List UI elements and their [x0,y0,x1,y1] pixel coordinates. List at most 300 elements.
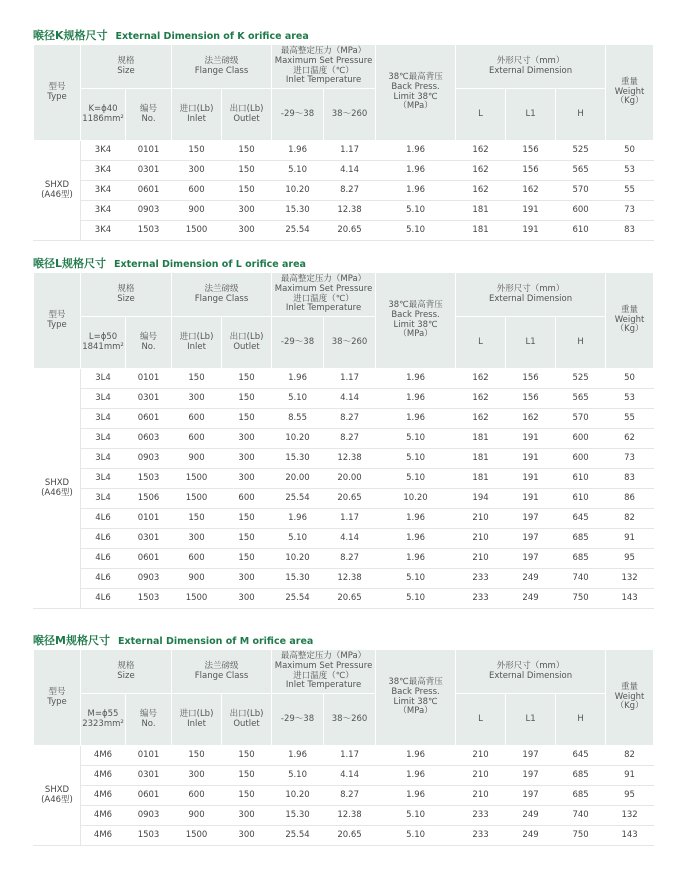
table-row [34,181,654,201]
table-row [34,409,654,429]
table-cell: 0903 [126,569,172,589]
table-cell: 300 [222,429,272,449]
table-cell: 233 [456,569,506,589]
code-header-en: No. [141,341,156,352]
table-cell: 1.96 [272,509,324,529]
table-cell: 4L6 [81,589,126,609]
l-header: L [478,713,483,724]
table-cell: 600 [222,489,272,509]
weight-header-en: Weight [614,314,645,325]
back-header-limit: Limit 38℃ [393,696,438,707]
l1-header: L1 [525,713,536,724]
temp-high-header: 38～260 [331,336,368,347]
table-cell: 150 [172,509,222,529]
table-cell: 20.00 [272,469,324,489]
table-cell: 5.10 [376,589,456,609]
table-cell: 3K4 [81,221,126,241]
table-cell: 162 [456,161,506,181]
table-cell: 740 [556,806,606,826]
table-cell: 156 [506,161,556,181]
table-cell: 15.30 [272,449,324,469]
table-cell: 3K4 [81,141,126,161]
col-dimension [456,273,606,317]
table-cell: 525 [556,141,606,161]
table-row [34,549,654,569]
col-inlet [172,694,222,746]
table-cell: 12.38 [324,806,376,826]
pressure-header-cn: 最高整定压力（MPa） [280,45,367,56]
table-cell: 3L4 [81,469,126,489]
col-weight [606,650,654,746]
table-cell: 610 [556,221,606,241]
col-back-pressure [376,273,456,369]
table-cell: 73 [606,201,654,221]
table-cell: 20.65 [324,489,376,509]
table-cell: 1.17 [324,141,376,161]
table-cell: 162 [456,409,506,429]
col-code [126,317,172,369]
table-cell: 210 [456,549,506,569]
table-cell: 210 [456,766,506,786]
code-header-cn: 编号 [140,708,158,719]
col-outlet [222,694,272,746]
temp-header-en: Inlet Temperature [285,75,362,86]
section-l [33,256,653,609]
col-weight [606,273,654,369]
table-cell: 5.10 [376,449,456,469]
table-cell: 162 [506,409,556,429]
table-cell: 191 [506,429,556,449]
table-cell: 132 [606,569,654,589]
weight-header-unit: （Kg） [615,701,644,712]
col-weight [606,45,654,141]
section-title-cn: 喉径K规格尺寸 [33,29,108,42]
table-cell: 197 [506,549,556,569]
inlet-header-cn: 进口(Lb) [179,708,214,719]
size-value [81,89,126,141]
table-cell: 8.27 [324,181,376,201]
table-cell: 181 [456,469,506,489]
table-row [34,786,654,806]
flange-header-en: Flange Class [194,293,249,304]
table-cell: 197 [506,746,556,766]
table-cell: 150 [222,389,272,409]
section-title-en: External Dimension of M orifice area [117,636,314,647]
table-cell: 181 [456,221,506,241]
table-cell: 3L4 [81,489,126,509]
table-cell: 233 [456,826,506,846]
table-cell: 0301 [126,161,172,181]
col-l [456,317,506,369]
table-cell: 565 [556,389,606,409]
col-flange [172,273,272,317]
table-cell: 143 [606,589,654,609]
table-cell: 25.54 [272,589,324,609]
pressure-header-en: Maximum Set Pressure [274,660,373,671]
table-cell: 5.10 [376,826,456,846]
weight-header-cn: 重量 [621,76,639,87]
col-l1 [506,694,556,746]
table-cell: 162 [456,181,506,201]
table-cell: 53 [606,161,654,181]
table-cell: 3K4 [81,161,126,181]
dimension-table-l [33,272,654,609]
table-cell: 3K4 [81,201,126,221]
table-cell: 55 [606,409,654,429]
table-cell: 570 [556,181,606,201]
table-cell: 1.96 [376,161,456,181]
col-outlet [222,317,272,369]
table-cell: 53 [606,389,654,409]
table-cell: 4.14 [324,766,376,786]
col-size [81,650,172,694]
flange-header-cn: 法兰磅级 [204,55,239,66]
table-cell: 4.14 [324,389,376,409]
col-flange [172,650,272,694]
section-title-en: External Dimension of L orifice area [114,259,306,270]
table-cell: 5.10 [376,221,456,241]
table-cell: 150 [222,746,272,766]
table-cell: 150 [222,161,272,181]
back-header-en: Back Press. [391,686,440,697]
table-cell: 233 [456,589,506,609]
table-cell: 0603 [126,429,172,449]
outlet-header-en: Outlet [233,113,260,124]
table-cell: 300 [222,449,272,469]
table-cell: 150 [222,786,272,806]
table-row [34,746,654,766]
model-name: SHXD [44,179,70,190]
col-temp-high [324,694,376,746]
table-cell: 1.96 [376,746,456,766]
model-cell [34,369,81,609]
table-cell: 0301 [126,389,172,409]
back-header-unit: （MPa） [398,329,433,340]
table-cell: 4L6 [81,549,126,569]
table-cell: 4.14 [324,161,376,181]
temp-low-header: -29～38 [280,336,315,347]
table-row [34,221,654,241]
back-header-en: Back Press. [391,309,440,320]
size-header-en: Size [117,670,135,681]
table-cell: 1.17 [324,369,376,389]
table-cell: 645 [556,746,606,766]
table-cell: 55 [606,181,654,201]
table-cell: 8.27 [324,786,376,806]
table-cell: 685 [556,529,606,549]
table-cell: 1.96 [376,766,456,786]
table-cell: 600 [556,429,606,449]
weight-header-en: Weight [614,691,645,702]
table-cell: 1500 [172,489,222,509]
table-cell: 0903 [126,449,172,469]
table-cell: 162 [456,389,506,409]
table-cell: 4M6 [81,806,126,826]
table-cell: 143 [606,826,654,846]
col-model [34,45,81,141]
table-cell: 0301 [126,766,172,786]
table-cell: 12.38 [324,569,376,589]
table-cell: 150 [222,141,272,161]
back-header-cn: 38℃最高背压 [388,71,443,82]
table-row [34,201,654,221]
table-cell: 197 [506,529,556,549]
model-header-cn: 型号 [48,309,66,320]
model-header-cn: 型号 [48,81,66,92]
col-dimension [456,45,606,89]
table-cell: 181 [456,449,506,469]
temp-low-header: -29～38 [280,108,315,119]
table-cell: 10.20 [272,181,324,201]
col-pressure [272,45,376,89]
table-row [34,369,654,389]
table-cell: 600 [556,201,606,221]
col-pressure [272,650,376,694]
table-cell: 600 [172,549,222,569]
table-cell: 300 [222,569,272,589]
back-header-cn: 38℃最高背压 [388,299,443,310]
table-cell: 25.54 [272,826,324,846]
table-row [34,389,654,409]
temp-high-header: 38～260 [331,713,368,724]
outlet-header-en: Outlet [233,341,260,352]
table-cell: 132 [606,806,654,826]
table-cell: 1.96 [376,369,456,389]
table-cell: 4M6 [81,766,126,786]
table-cell: 5.10 [376,569,456,589]
table-cell: 1.96 [376,141,456,161]
col-outlet [222,89,272,141]
col-l1 [506,317,556,369]
table-cell: 685 [556,766,606,786]
table-cell: 8.27 [324,429,376,449]
table-cell: 0601 [126,549,172,569]
table-cell: 191 [506,221,556,241]
size-area: 1841mm² [82,341,124,352]
table-cell: 0601 [126,409,172,429]
table-cell: 162 [456,369,506,389]
outlet-header-en: Outlet [233,718,260,729]
col-temp-high [324,89,376,141]
table-cell: 1503 [126,589,172,609]
table-cell: 181 [456,429,506,449]
table-cell: 5.10 [272,389,324,409]
section-title [33,633,653,649]
table-cell: 210 [456,746,506,766]
dimension-header-en: External Dimension [488,293,573,304]
table-cell: 525 [556,369,606,389]
table-cell: 25.54 [272,221,324,241]
table-cell: 300 [172,529,222,549]
table-cell: 900 [172,806,222,826]
table-cell: 150 [222,509,272,529]
table-cell: 1.96 [376,549,456,569]
size-value [81,317,126,369]
section-title-cn: 喉径M规格尺寸 [33,634,110,647]
table-cell: 210 [456,529,506,549]
table-cell: 0101 [126,141,172,161]
table-cell: 0101 [126,369,172,389]
inlet-header-en: Inlet [187,718,206,729]
col-back-pressure [376,45,456,141]
l-header: L [478,336,483,347]
dimension-header-cn: 外形尺寸（mm） [496,660,565,671]
weight-header-en: Weight [614,86,645,97]
table-cell: 5.10 [376,429,456,449]
back-header-unit: （MPa） [398,101,433,112]
table-cell: 600 [172,181,222,201]
table-cell: 300 [172,766,222,786]
outlet-header-cn: 出口(Lb) [229,103,264,114]
outlet-header-cn: 出口(Lb) [229,708,264,719]
table-cell: 73 [606,449,654,469]
l1-header: L1 [525,336,536,347]
table-cell: 740 [556,569,606,589]
temp-header-cn: 进口温度（℃） [293,670,354,681]
table-cell: 249 [506,569,556,589]
col-temp-high [324,317,376,369]
table-cell: 191 [506,489,556,509]
table-cell: 191 [506,469,556,489]
table-cell: 300 [172,389,222,409]
col-l [456,694,506,746]
table-cell: 1503 [126,826,172,846]
flange-header-cn: 法兰磅级 [204,660,239,671]
size-header-en: Size [117,293,135,304]
model-variant: (A46型) [41,794,73,805]
table-cell: 1.96 [376,509,456,529]
col-h [556,89,606,141]
dimension-header-cn: 外形尺寸（mm） [496,283,565,294]
table-row [34,161,654,181]
table-cell: 95 [606,549,654,569]
model-variant: (A46型) [41,487,73,498]
table-cell: 0101 [126,746,172,766]
table-cell: 83 [606,221,654,241]
col-model [34,650,81,746]
dimension-header-en: External Dimension [488,670,573,681]
size-header-cn: 规格 [117,283,135,294]
pressure-header-en: Maximum Set Pressure [274,55,373,66]
table-cell: 3L4 [81,369,126,389]
col-h [556,317,606,369]
model-cell [34,141,81,241]
table-cell: 3L4 [81,429,126,449]
table-cell: 1.96 [376,181,456,201]
table-cell: 10.20 [272,786,324,806]
table-cell: 900 [172,201,222,221]
col-flange [172,45,272,89]
table-cell: 570 [556,409,606,429]
table-cell: 10.20 [272,429,324,449]
table-row [34,826,654,846]
back-header-en: Back Press. [391,81,440,92]
size-header-cn: 规格 [117,660,135,671]
table-cell: 5.10 [272,766,324,786]
code-header-cn: 编号 [140,103,158,114]
table-cell: 610 [556,469,606,489]
size-value [81,694,126,746]
col-h [556,694,606,746]
table-cell: 685 [556,549,606,569]
temp-high-header: 38～260 [331,108,368,119]
table-cell: 300 [172,161,222,181]
table-cell: 4L6 [81,529,126,549]
table-cell: 83 [606,469,654,489]
table-cell: 5.10 [272,161,324,181]
col-temp-low [272,89,324,141]
table-cell: 20.65 [324,826,376,846]
table-cell: 900 [172,449,222,469]
table-cell: 50 [606,369,654,389]
table-cell: 197 [506,786,556,806]
model-variant: (A46型) [41,189,73,200]
table-cell: 25.54 [272,489,324,509]
table-cell: 4L6 [81,569,126,589]
table-cell: 1503 [126,469,172,489]
table-cell: 150 [222,529,272,549]
col-back-pressure [376,650,456,746]
table-cell: 91 [606,766,654,786]
pressure-header-en: Maximum Set Pressure [274,283,373,294]
table-cell: 4.14 [324,529,376,549]
table-cell: 15.30 [272,806,324,826]
table-cell: 645 [556,509,606,529]
h-header: H [577,108,584,119]
back-header-unit: （MPa） [398,706,433,717]
table-cell: 233 [456,806,506,826]
dimension-header-cn: 外形尺寸（mm） [496,55,565,66]
model-header-cn: 型号 [48,686,66,697]
table-cell: 82 [606,509,654,529]
table-cell: 1500 [172,221,222,241]
size-header-cn: 规格 [117,55,135,66]
temp-header-en: Inlet Temperature [285,680,362,691]
table-cell: 150 [172,369,222,389]
table-cell: 1.96 [272,746,324,766]
table-cell: 8.27 [324,409,376,429]
dimension-table-k [33,44,654,241]
table-cell: 12.38 [324,201,376,221]
code-header-cn: 编号 [140,331,158,342]
model-header-en: Type [47,319,67,330]
back-header-cn: 38℃最高背压 [388,676,443,687]
table-cell: 210 [456,786,506,806]
table-cell: 150 [172,141,222,161]
table-cell: 600 [172,409,222,429]
col-inlet [172,89,222,141]
section-k [33,28,653,241]
table-cell: 5.10 [376,469,456,489]
table-cell: 1500 [172,469,222,489]
inlet-header-cn: 进口(Lb) [179,103,214,114]
weight-header-cn: 重量 [621,304,639,315]
table-row [34,806,654,826]
l1-header: L1 [525,108,536,119]
col-pressure [272,273,376,317]
table-cell: 600 [556,449,606,469]
table-cell: 10.20 [272,549,324,569]
table-cell: 1.96 [376,409,456,429]
size-diameter: K=ϕ40 [88,103,118,114]
table-cell: 600 [172,786,222,806]
section-title [33,28,653,44]
table-cell: 300 [222,469,272,489]
table-cell: 3L4 [81,449,126,469]
table-cell: 12.38 [324,449,376,469]
table-row [34,766,654,786]
size-diameter: L=ϕ50 [88,331,118,342]
